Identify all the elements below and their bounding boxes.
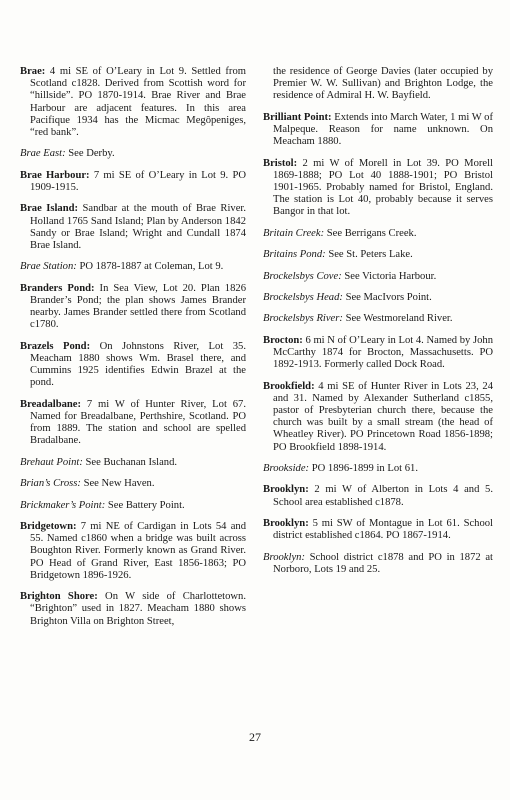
- entry-headword: Brazels Pond:: [20, 340, 91, 352]
- entry-text: 7 mi NE of Cardigan in Lots 54 and 55. Named c1860 when a bridge was built across Boughton River. Formerly known as Grand River. PO Head of Grand River, East 1856-1863; PO Bridgetown 1896-1926.: [30, 520, 246, 581]
- entry-text: See Battery Point.: [105, 499, 185, 511]
- gazetteer-entry: [263, 66, 493, 103]
- right-column: [263, 66, 493, 585]
- entry-text: 2 mi W of Morell in Lot 39. PO Morell 1869-1888; PO Lot 40 1888-1901; PO Bristol 1901-1965. Probably named for Bristol, England. The station is Lot 40, probably because it serves Bangor in that lot.: [273, 157, 493, 218]
- left-column: [20, 66, 246, 637]
- entry-headword: Brae Island:: [20, 203, 79, 215]
- entry-text: 7 mi W of Hunter River, Lot 67. Named for Breadalbane, Perthshire, Scotland. PO from 1889. The station and school are spelled Bradalbane.: [30, 398, 246, 447]
- entry-text: On Johnstons River, Lot 35. Meacham 1880 shows Wm. Brasel there, and Cummins 1925 identifies Edwin Brazel at the pond.: [30, 340, 247, 389]
- gazetteer-entry: [20, 478, 246, 490]
- entry-text: School district c1878 and PO in 1872 at Norboro, Lots 19 and 25.: [273, 551, 493, 575]
- entry-headword: Branders Pond:: [20, 282, 95, 294]
- entry-headword: Brae East:: [20, 148, 66, 160]
- entry-headword: Brockelsbys River:: [263, 313, 343, 325]
- entry-headword: Brookside:: [263, 462, 310, 474]
- gazetteer-entry: [20, 500, 246, 512]
- gazetteer-entry: [263, 518, 493, 542]
- page-number: 27: [249, 730, 261, 744]
- entry-headword: Brockelsbys Head:: [263, 291, 343, 303]
- entry-headword: Brae:: [20, 66, 46, 77]
- entry-text: 7 mi SE of O’Leary in Lot 9. PO 1909-1915.: [30, 169, 246, 193]
- entry-text: the residence of George Davies (later occupied by Premier W. W. Sullivan) and Brighton Lodge, the residence of Admiral H. W. Bayfield.: [273, 66, 493, 102]
- gazetteer-entry: [20, 341, 246, 390]
- gazetteer-entry: [263, 228, 493, 240]
- entry-text: Sandbar at the mouth of Brae River. Holland 1765 Sand Island; Plan by Anderson 1842 Sandy or Brae Island; Wright and Cundall 1874 Brae Island.: [30, 203, 247, 251]
- entry-headword: Brae Harbour:: [20, 169, 90, 181]
- entry-text: 4 mi SE of O’Leary in Lot 9. Settled from Scotland c1828. Derived from Scottish word for “hillside”. PO 1870-1914. Brae River and Brae Harbour are adjacent features. In this area Pacifique 1934 has the Micmac Megôpeniges, “red bank”.: [30, 66, 246, 139]
- gazetteer-entry: [20, 148, 246, 160]
- entry-text: 4 mi SE of Hunter River in Lots 23, 24 and 31. Named by Alexander Sutherland c1855, pastor of Presbyterian church there, because the church was built by a small stream (the head of Wheatley River). PO Princetown Road 1856-1898; PO Brookfield 1898-1914.: [273, 380, 493, 453]
- gazetteer-entry: [20, 66, 246, 139]
- gazetteer-entry: [263, 158, 493, 219]
- gazetteer-entry: [263, 313, 493, 325]
- entry-headword: Brocton:: [263, 334, 303, 346]
- entry-headword: Britains Pond:: [263, 249, 326, 261]
- gazetteer-entry: [263, 249, 493, 261]
- entry-headword: Brooklyn:: [263, 551, 305, 563]
- gazetteer-entry: [20, 521, 246, 582]
- entry-headword: Bristol:: [263, 157, 298, 169]
- gazetteer-entry: [20, 283, 246, 332]
- entry-headword: Brockelsbys Cove:: [263, 270, 342, 282]
- gazetteer-entry: [20, 591, 246, 628]
- entry-headword: Brian’s Cross:: [20, 478, 81, 490]
- entry-headword: Brooklyn:: [263, 484, 309, 496]
- gazetteer-entry: [20, 261, 246, 273]
- entry-text: PO 1896-1899 in Lot 61.: [309, 462, 418, 474]
- gazetteer-entry: [20, 170, 246, 194]
- entry-text: PO 1878-1887 at Coleman, Lot 9.: [76, 261, 224, 273]
- entry-text: See Berrigans Creek.: [324, 227, 417, 239]
- entry-text: See Victoria Harbour.: [341, 270, 437, 282]
- entry-headword: Brilliant Point:: [263, 111, 332, 123]
- entry-text: On W side of Charlottetown. “Brighton” used in 1827. Meacham 1880 shows Brighton Villa on Brighton Street,: [30, 591, 246, 627]
- gazetteer-entry: [263, 381, 493, 454]
- entry-text: See New Haven.: [80, 478, 155, 490]
- entry-text: In Sea View, Lot 20. Plan 1826 Brander’s Pond; the plan shows James Brander nearby. James Brander settled there from Scotland c1780.: [30, 282, 246, 331]
- entry-headword: Brookfield:: [263, 380, 315, 392]
- gazetteer-entry: [263, 484, 493, 508]
- entry-text: See MacIvors Point.: [342, 291, 432, 303]
- entry-headword: Brehaut Point:: [20, 456, 83, 468]
- entry-text: 6 mi N of O’Leary in Lot 4. Named by John McCarthy 1874 for Brocton, Massachusetts. PO 1892-1913. Formerly called Dock Road.: [273, 334, 493, 371]
- entry-text: 5 mi SW of Montague in Lot 61. School district established c1864. PO 1867-1914.: [273, 517, 493, 542]
- gazetteer-entry: [263, 292, 493, 304]
- entry-text: See Westmoreland River.: [342, 313, 453, 325]
- entry-headword: Brooklyn:: [263, 517, 309, 529]
- gazetteer-entry: [20, 399, 246, 448]
- entry-text: See Derby.: [65, 148, 115, 160]
- entry-headword: Britain Creek:: [263, 227, 325, 239]
- gazetteer-entry: [20, 457, 246, 469]
- entry-headword: Bridgetown:: [20, 520, 77, 532]
- entry-headword: Brickmaker’s Point:: [20, 499, 106, 511]
- entry-headword: Brae Station:: [20, 261, 77, 273]
- entry-headword: Brighton Shore:: [20, 591, 98, 603]
- gazetteer-entry: [263, 463, 493, 475]
- entry-text: Extends into March Water, 1 mi W of Malpeque. Reason for name unknown. On Meacham 1880.: [273, 111, 494, 148]
- entry-text: See St. Peters Lake.: [325, 249, 413, 261]
- gazetteer-entry: [263, 335, 493, 372]
- entry-text: See Buchanan Island.: [82, 456, 178, 468]
- gazetteer-entry: [20, 203, 246, 252]
- gazetteer-entry: [263, 271, 493, 283]
- entry-text: 2 mi W of Alberton in Lots 4 and 5. School area established c1878.: [273, 484, 493, 508]
- gazetteer-entry: [263, 112, 493, 149]
- gazetteer-entry: [263, 552, 493, 576]
- entry-headword: Breadalbane:: [20, 398, 82, 410]
